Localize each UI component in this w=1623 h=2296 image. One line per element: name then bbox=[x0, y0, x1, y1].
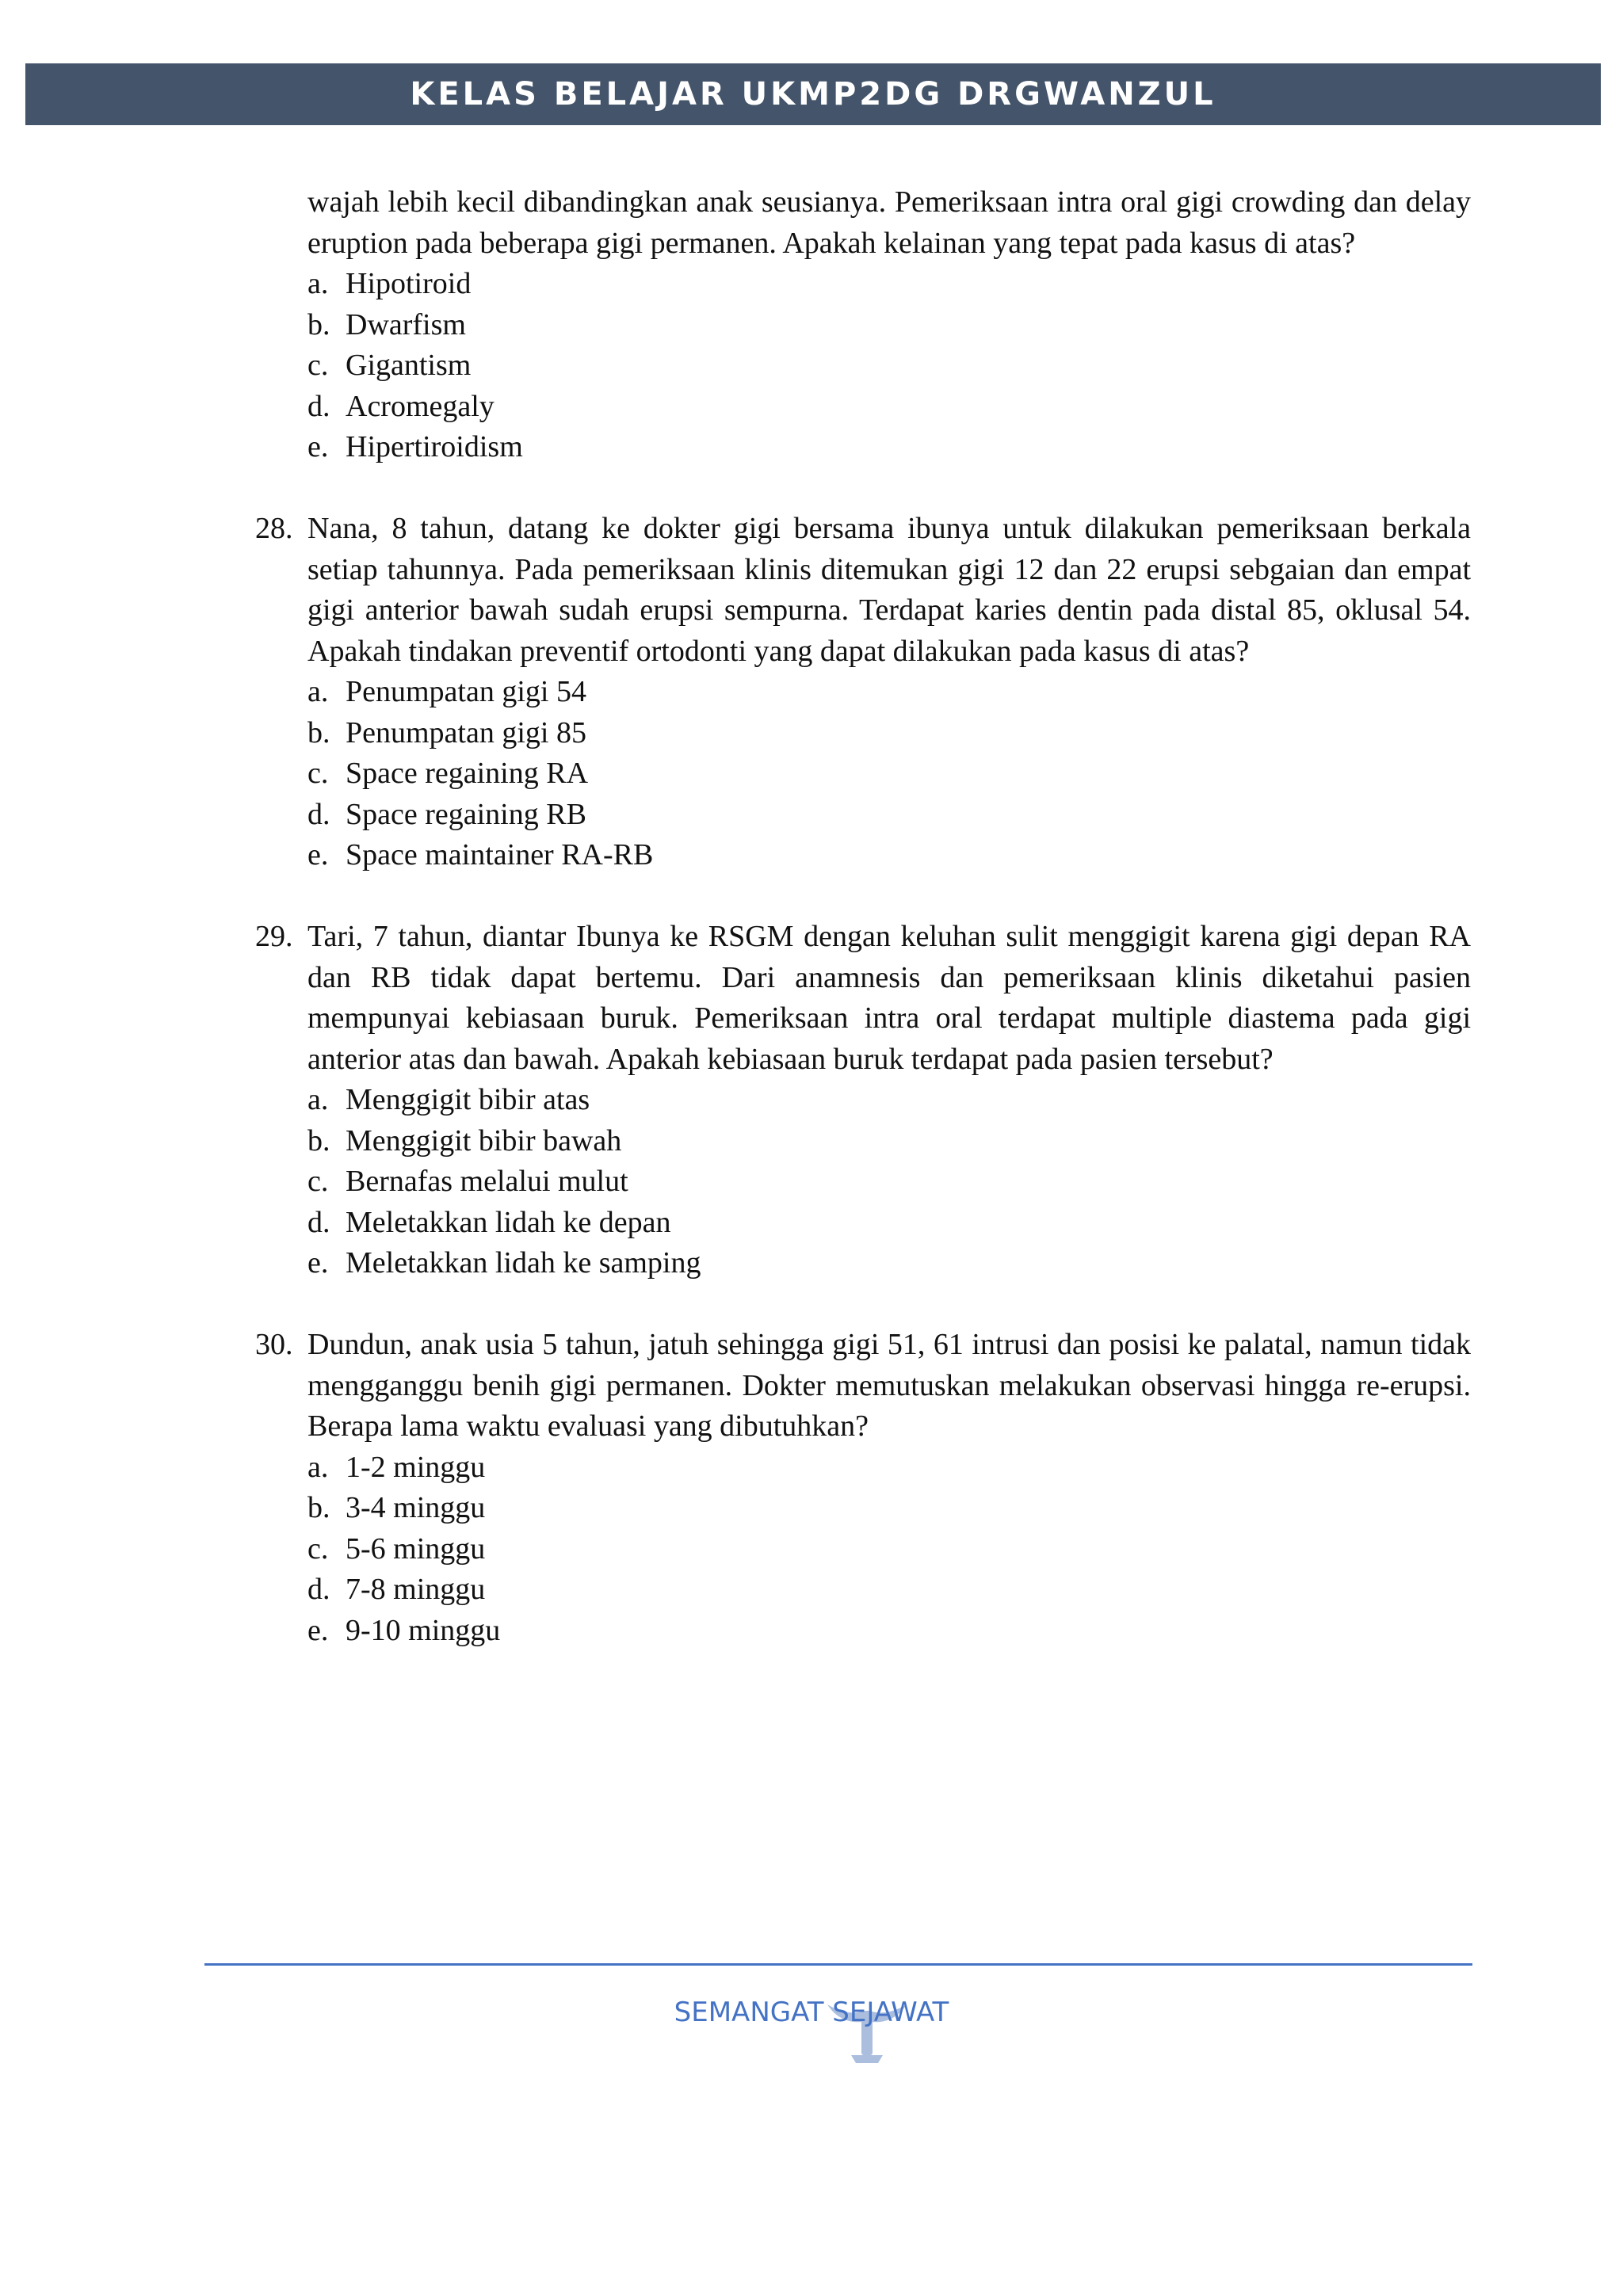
question-27-continuation bbox=[307, 182, 1471, 264]
document-content bbox=[255, 182, 1471, 1651]
option-item bbox=[307, 427, 1471, 468]
options-list bbox=[307, 1080, 1471, 1284]
option-letter: c. bbox=[307, 1165, 329, 1198]
option-letter: d. bbox=[307, 389, 330, 423]
question-30 bbox=[255, 1325, 1471, 1651]
option-letter: c. bbox=[307, 349, 329, 382]
option-letter: a. bbox=[307, 267, 329, 300]
option-text: 3-4 minggu bbox=[346, 1491, 486, 1524]
option-letter: a. bbox=[307, 1083, 329, 1116]
option-item bbox=[307, 1569, 1471, 1611]
question-text: Dundun, anak usia 5 tahun, jatuh sehingga gigi 51, 61 intrusi dan posisi ke palatal, namun tidak mengganggu benih gigi permanen. Dokter memutuskan melakukan observasi hingga re-erupsi. Berapa lama waktu evaluasi yang dibutuhkan? bbox=[307, 1328, 1471, 1443]
option-item bbox=[307, 795, 1471, 836]
option-letter: b. bbox=[307, 1491, 330, 1524]
option-letter: c. bbox=[307, 1531, 329, 1566]
option-item bbox=[307, 1611, 1471, 1652]
option-text: Dwarfism bbox=[346, 307, 466, 341]
header-title: KELAS BELAJAR UKMP2DG DRGWANZUL bbox=[410, 76, 1216, 113]
question-number: 28. bbox=[255, 512, 293, 545]
question-29 bbox=[255, 917, 1471, 1284]
option-text: Space regaining RB bbox=[346, 797, 586, 831]
option-text: Menggigit bibir bawah bbox=[346, 1123, 622, 1158]
option-item bbox=[307, 1161, 1471, 1203]
option-text: Menggigit bibir atas bbox=[346, 1083, 590, 1116]
option-text: Hipertiroidism bbox=[346, 430, 523, 463]
option-item bbox=[307, 1121, 1471, 1162]
option-letter: a. bbox=[307, 1450, 329, 1484]
option-item bbox=[307, 305, 1471, 346]
option-letter: b. bbox=[307, 1123, 330, 1158]
header-bar bbox=[25, 63, 1601, 125]
option-letter: a. bbox=[307, 675, 329, 708]
options-list bbox=[307, 672, 1471, 876]
option-text: Meletakkan lidah ke depan bbox=[346, 1205, 671, 1239]
option-text: Hipotiroid bbox=[346, 267, 472, 300]
option-letter: e. bbox=[307, 1246, 329, 1280]
options-list bbox=[307, 1447, 1471, 1652]
option-item bbox=[307, 672, 1471, 713]
option-text: 5-6 minggu bbox=[346, 1531, 486, 1566]
option-text: Gigantism bbox=[346, 349, 472, 382]
options-list bbox=[307, 264, 1471, 468]
option-item bbox=[307, 835, 1471, 876]
option-item bbox=[307, 1243, 1471, 1284]
option-letter: d. bbox=[307, 1205, 330, 1239]
option-item bbox=[307, 1447, 1471, 1489]
option-letter: d. bbox=[307, 1573, 330, 1606]
option-item bbox=[307, 713, 1471, 754]
option-item bbox=[307, 1488, 1471, 1529]
option-text: Penumpatan gigi 85 bbox=[346, 715, 586, 749]
option-letter: e. bbox=[307, 430, 329, 463]
footer bbox=[0, 1981, 1623, 2068]
option-text: Bernafas melalui mulut bbox=[346, 1165, 628, 1198]
option-letter: d. bbox=[307, 797, 330, 831]
question-text: wajah lebih kecil dibandingkan anak seusianya. Pemeriksaan intra oral gigi crowding dan delay eruption pada beberapa gigi permanen. Apakah kelainan yang tepat pada kasus di atas? bbox=[307, 185, 1471, 260]
option-text: Space maintainer RA-RB bbox=[346, 838, 654, 871]
option-item bbox=[307, 345, 1471, 387]
option-letter: e. bbox=[307, 1613, 329, 1647]
option-item bbox=[307, 1529, 1471, 1570]
question-text: Nana, 8 tahun, datang ke dokter gigi bersama ibunya untuk dilakukan pemeriksaan berkala setiap tahunnya. Pada pemeriksaan klinis ditemukan gigi 12 dan 22 erupsi sebgaian dan empat gigi anterior bawah sudah erupsi sempurna. Terdapat karies dentin pada distal 85, oklusal 54. Apakah tindakan preventif ortodonti yang dapat dilakukan pada kasus di atas? bbox=[307, 512, 1471, 668]
option-item bbox=[307, 264, 1471, 305]
option-text: Meletakkan lidah ke samping bbox=[346, 1246, 701, 1280]
option-text: 1-2 minggu bbox=[346, 1450, 486, 1484]
option-item bbox=[307, 387, 1471, 428]
option-letter: c. bbox=[307, 757, 329, 790]
option-text: Acromegaly bbox=[346, 389, 495, 423]
option-text: Space regaining RA bbox=[346, 757, 589, 790]
option-letter: b. bbox=[307, 715, 330, 749]
option-item bbox=[307, 1203, 1471, 1244]
footer-text: SEMANGAT SEJAWAT bbox=[674, 1997, 949, 2028]
option-letter: e. bbox=[307, 838, 329, 871]
question-text: Tari, 7 tahun, diantar Ibunya ke RSGM dengan keluhan sulit menggigit karena gigi depan RA dan RB tidak dapat bertemu. Dari anamnesis dan pemeriksaan klinis diketahui pasien mempunyai kebiasaan buruk. Pemeriksaan intra oral terdapat multiple diastema pada gigi anterior atas dan bawah. Apakah kebiasaan buruk terdapat pada pasien tersebut? bbox=[307, 920, 1471, 1076]
option-text: 9-10 minggu bbox=[346, 1613, 501, 1647]
option-item bbox=[307, 1080, 1471, 1121]
option-text: Penumpatan gigi 54 bbox=[346, 675, 586, 708]
option-text: 7-8 minggu bbox=[346, 1573, 486, 1606]
option-letter: b. bbox=[307, 307, 330, 341]
question-28 bbox=[255, 509, 1471, 876]
option-item bbox=[307, 753, 1471, 795]
question-number: 30. bbox=[255, 1328, 293, 1361]
question-number: 29. bbox=[255, 920, 293, 953]
footer-divider bbox=[204, 1963, 1472, 1966]
